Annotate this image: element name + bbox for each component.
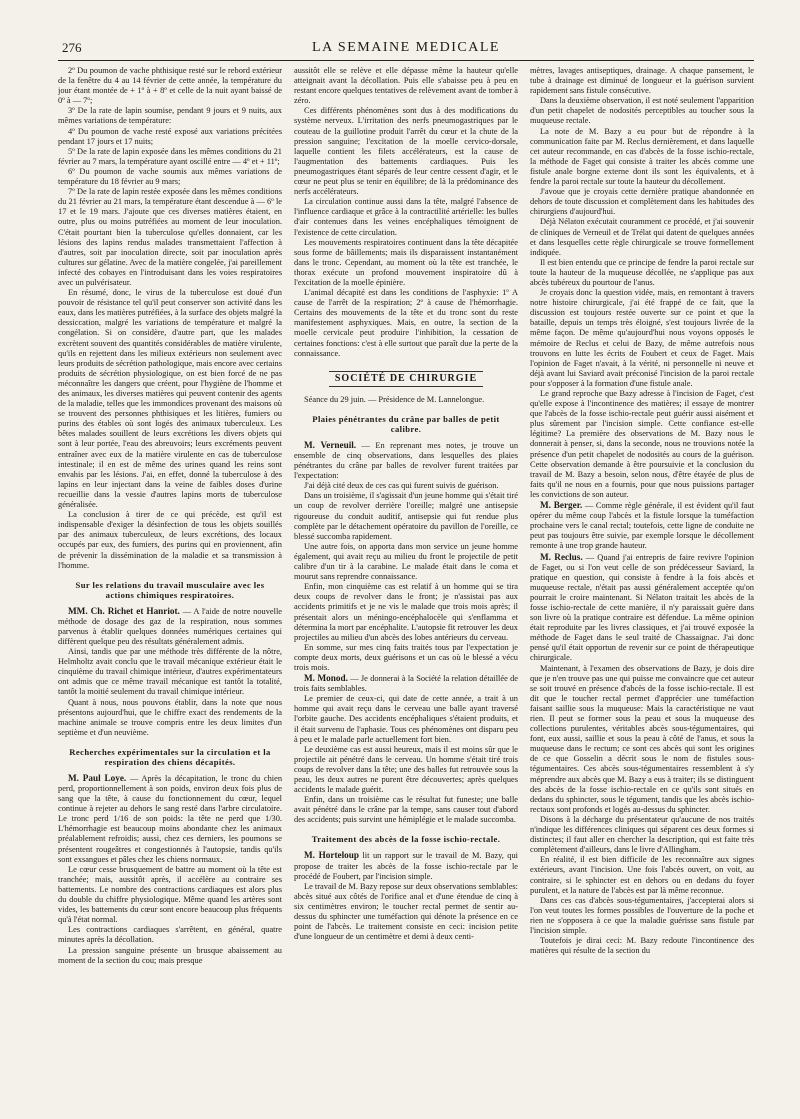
speaker-name: M. Berger. bbox=[540, 500, 583, 511]
paragraph-text: — A l'aide de notre nouvelle méthode de dosage des gaz de la respiration, nous sommes parvenus à établir quelques données numériques certaines qui diffèrent quelque peu des résultats généralement admis. bbox=[58, 606, 282, 646]
paragraph: Quant à nous, nous pouvons établir, dans la note que nous présentons aujourd'hui, que le chiffre exact des rendements de la machine animale se trouve compris entre les deux limites d'un septième et d'un neuvième. bbox=[58, 697, 282, 737]
paragraph: Le grand reproche que Bazy adresse à l'incision de Faget, c'est qu'elle expose à l'incontinence des matières; il essaye de montrer que l'abcès de la fosse ischio-rectale peut guérir aussi aisément et plus sûrement par l'incision simple. Cette confiance est-elle légitime? La première des observations de M. Bazy nous le donnerait à penser, si, dans la seconde, nous ne trouvions notée la présence d'un petit chapelet de nodosités au cours de la guérison. Cette observation demande à être poursuivie et la conclusion du travail de M. Bazy a besoin, selon nous, d'être étayée de plus de faits qu'il ne nous en a fournis, pour que nous puissions partager les convictions de son auteur. bbox=[530, 389, 754, 499]
paragraph: Il est bien entendu que ce principe de fendre la paroi rectale sur toute la hauteur de la muqueuse décollée, ne s'applique pas aux abcès tubéreux du pourtour de l'anus. bbox=[530, 257, 754, 287]
paragraph: Dans un troisième, il s'agissait d'un jeune homme qui s'était tiré un coup de revolver derrière l'oreille; malgré une antisepsie rigoureuse du conduit auditif, antisepsie qui fut rendue plus complète par le détachement opératoire du pavillon de l'oreille, ce blessé succomba rapidement. bbox=[294, 491, 518, 541]
paragraph: 2º Du poumon de vache phthisique resté sur le rebord extérieur de la fenêtre du 4 au 14 février de cette année, la température du jour étant montée de + 1º à + 8º et celle de la nuit ayant baissé de 0º à — 7º; bbox=[58, 66, 282, 106]
journal-title: LA SEMAINE MEDICALE bbox=[312, 40, 500, 55]
paragraph-text: lit un rapport sur le travail de M. Bazy, qui propose de traiter les abcès de la fosse ischio-rectale par le procédé de Foubert, par l'incision simple. bbox=[294, 851, 518, 881]
running-header bbox=[58, 40, 754, 58]
section-heading bbox=[294, 371, 518, 387]
paragraph: J'avoue que je croyais cette dernière pratique abandonnée en dehors de toute discussion et complètement dans les habitudes des chirurgiens d'aujourd'hui. bbox=[530, 187, 754, 217]
paragraph: 7º De la rate de lapin restée exposée dans les mêmes conditions du 21 février au 21 mars, la température étant descendue à — 6º le 17 et le 19 mars. J'ajoute que ces diverses matières étaient, en outre, plus ou moins putréfiées au moment de leur inoculation. C'était pourtant bien la tuberculose qu'elles donnaient, car les lésions des lapins rendus malades transmettaient l'affection à d'autres, soit par inoculation directe, soit par inoculation après cultures sur gélatine. Avec de la matière congelée, j'ai pareillement infecté des cobayes en l'introduisant dans les voies respiratoires avec un pulvérisateur. bbox=[58, 187, 282, 287]
session-info: Séance du 29 juin. — Présidence de M. Lannelongue. bbox=[304, 394, 485, 404]
paragraph: Maintenant, à l'examen des observations de Bazy, je dois dire que je n'en trouve pas une qui puisse me convaincre que cet auteur se soit trouvé en présence d'abcès de la fosse ischio-rectale. Il est dit que le toucher rectal permet d'apprécier une tuméfaction faisant saillie sous la muqueuse: Mais la caractéristique ne vaut rien. Il peut se former sous la peau et sous la muqueuse des collections purulentes, véritables abcès sous-tégumentaires, qui font, eux aussi, saillie et sous la peau à côté de l'anus, et sous la muqueuse dans le rectum; ce sont ces abcès qui sont les origines de ce que Gosselin a décrit sous le nom de fistules sous-tégumentaires. Ces abcès sous-tégumentaires ressemblent à s'y méprendre aux abcès que M. Bazy a eus à traiter; ils se distinguent des abcès de la fosse ischio-rectale en ce qu'ils sont situés en dedans du sphincter, sous le tégument, tandis que les abcès ischio-rectaux sont profonds et logés au-dessus du sphincter. bbox=[530, 663, 754, 814]
speaker-name: MM. Ch. Richet et Hanriot. bbox=[68, 605, 180, 616]
column-right bbox=[530, 66, 754, 1111]
paragraph: Toutefois je dirai ceci: M. Bazy redoute l'incontinence des matières qui résulte de la section du bbox=[530, 936, 754, 956]
paragraph bbox=[58, 773, 282, 865]
paragraph: En somme, sur mes cinq faits traités tous par l'expectation je compte deux morts, deux guérisons et un cas où le blessé a vécu trois mois. bbox=[294, 642, 518, 672]
paragraph: Dans ces cas d'abcès sous-tégumentaires, j'accepterai alors si l'on veut toutes les formes possibles de l'ouverture de la poche et rien ne s'opposera à ce que la maladie guérisse sans fistule par l'incision simple. bbox=[530, 895, 754, 935]
section-title: SOCIÉTÉ DE CHIRURGIE bbox=[329, 371, 483, 387]
paragraph: 3º De la rate de lapin soumise, pendant 9 jours et 9 nuits, aux mêmes variations de température: bbox=[58, 106, 282, 126]
paragraph: La conclusion à tirer de ce qui précède, est qu'il est indispensable d'exiger la désinfection de tous les objets souillés par des animaux tuberculeux, de leurs excrétions, des locaux occupés par eux, des fumiers, des purins qui en proviennent, afin de prévenir la dissémination de la maladie et sa transmission à l'homme. bbox=[58, 510, 282, 570]
paragraph-text: — Je donnerai à la Société la relation détaillée de trois faits semblables. bbox=[294, 674, 518, 694]
paragraph bbox=[294, 440, 518, 481]
speaker-name: M. Monod. bbox=[304, 673, 348, 684]
paragraph: Les contractions cardiaques s'arrêtent, en général, quatre minutes après la décollation. bbox=[58, 925, 282, 945]
speaker-name: M. Verneuil. bbox=[304, 439, 357, 450]
paragraph: Les mouvements respiratoires continuent dans la tête décapitée sous forme de bâillements; mais ils disparaissent instantanément dans le tronc. Cependant, au moment où la tête est tranchée, le thorax exécute un profond mouvement inspiratoire dû à l'excitation de la moelle épinière. bbox=[294, 237, 518, 287]
paragraph: Ainsi, tandis que par une méthode très différente de la nôtre, Helmholtz avait conclu que le travail mécanique extérieur était le cinquième du travail chimique intérieur, d'autres expérimentateurs ont admis que ce même travail mécanique est tantôt la totalité, tantôt la moitié seulement du travail chimique intérieur. bbox=[58, 647, 282, 697]
paragraph: L'animal décapité est dans les conditions de l'asphyxie: 1º A cause de l'arrêt de la respiration; 2º à cause de l'hémorrhagie. Certains des mouvements de la tête et du tronc sont du reste manifestement asphyxiques. Mais, en outre, la section de la moelle cervicale peut produire l'inhibition, la cessation de certaines fonctions: c'est à elle surtout que paraît due la perte de la connaissance. bbox=[294, 288, 518, 358]
paragraph: 4º Du poumon de vache resté exposé aux variations précitées pendant 17 jours et 17 nuits; bbox=[58, 126, 282, 146]
paragraph: Ces différents phénomènes sont dus à des modifications du système nerveux. L'irritation des nerfs pneumogastriques par le couteau de la guillotine produit l'arrêt du cœur et la chute de la pression sanguine; l'excitation de la moelle cervico-dorsale, laquelle contient les filets accélérateurs, est la cause de l'augmentation des battements cardiaques. Puis les pneumogastriques étant séparés de leur centre cessent d'agir, et le cœur ne peut plus se tenir en équilibre; de là la prédominance des nerfs accélérateurs. bbox=[294, 106, 518, 197]
paragraph: Le premier de ceux-ci, qui date de cette année, a trait à un homme qui avait reçu dans le cerveau une balle ayant traversé l'orbite gauche. Des accidents encéphaliques s'étaient produits, et il était survenu de l'aphasie. Tous ces phénomènes ont disparu peu à peu et le malade parle actuellement fort bien. bbox=[294, 694, 518, 744]
paragraph bbox=[294, 850, 518, 881]
paragraph: En réalité, il est bien difficile de les reconnaître aux signes extérieurs, avant l'incision. Une fois l'abcès ouvert, on voit, au contraire, si le sphincter est en dehors ou en dedans du foyer purulent, et la nature de l'abcès est par là même reconnue. bbox=[530, 855, 754, 895]
paragraph: Le travail de M. Bazy repose sur deux observations semblables: abcès situé aux côtés de l'orifice anal et d'une étendue de cinq à six centimètres environ; le toucher rectal permet de sentir au-dessus du sphincter une tuméfaction qui dénote la présence en ce point de l'abcès. Le traitement consiste en ceci: incision petite d'une longueur de un centimètre et demi à deux centi- bbox=[294, 881, 518, 942]
page-number: 276 bbox=[62, 40, 82, 55]
paragraph: 5º De la rate de lapin exposée dans les mêmes conditions du 21 février au 7 mars, la température ayant oscillé entre — 4º et + 11º; bbox=[58, 146, 282, 166]
column-middle bbox=[294, 66, 518, 1111]
paragraph-text: — Comme règle générale, il est évident qu'il faut opérer du même coup l'abcès et la fistule lorsque la tuméfaction prochaine vers le canal rectal; toutefois, cette ligne de conduite ne peut pas toujours être suivie, par exemple lorsque le décollement remonte à une trop grande hauteur. bbox=[530, 501, 754, 551]
paragraph: La note de M. Bazy a eu pour but de répondre à la communication faite par M. Reclus dernièrement, et dans laquelle cet auteur recommande, en cas d'abcès de la fosse ischio-rectale, la méthode de Faget qui consiste à traiter les abcès comme une fistule anale borgne externe dont ils sont les équivalents, et à fendre la paroi rectale sur toute la hauteur du décollement. bbox=[530, 126, 754, 187]
text-columns bbox=[58, 66, 754, 1111]
paragraph: Le cœur cesse brusquement de battre au moment où la tête est tranchée; mais, aussitôt après, il accélère au contraire ses battements. Le nombre des contractions cardiaques est alors plus du double du chiffre physiologique. Même quand les artères sont vides, les battements du cœur sont encore beaucoup plus fréquents qu'à l'état normal. bbox=[58, 864, 282, 925]
column-left bbox=[58, 66, 282, 1111]
paragraph: En résumé, donc, le virus de la tuberculose est doué d'un pouvoir de résistance tel qu'il peut conserver son activité dans les eaux, dans les matières putréfiées, à la surface des objets malgré la dessiccation, malgré les variations de température et malgré la congélation. Si on considère, d'autre part, que les malades excrètent souvent des quantités considérables de matière virulente, qu'ils en rejettent dans les milieux extérieurs non seulement avec leurs produits de sécrétion pathologique, mais encore avec certains produits de sécrétion physiologique, on est bien forcé de ne pas méconnaître les dangers que créent, pour l'hygiène de l'homme et des animaux, les diverses matières qui peuvent contenir des agents de la maladie, telles que les immondices provenant des maisons où se trouvent des personnes phthisiques et les litières, fumiers ou purins des étables où sont logés des animaux tuberculeux. Les bêtes malades souillent de leurs excrétions les divers objets qui sont à leur portée, l'eau des abreuvoirs; leurs excréments peuvent entraîner avec eux de la matière virulente en cas de tuberculose intestinale; il en est de même des urines quand les reins sont envahis par les lésions. J'ai, en effet, donné la tuberculose à des lapins en leur injectant dans la veine de faibles doses d'urine recueillie dans la vessie d'autres lapins morts de tuberculose généralisée. bbox=[58, 288, 282, 510]
paragraph-text: — Quand j'ai entrepris de faire revivre l'opinion de Faget, ou si l'on veut celle de son prédécesseur Saviard, la pratique en question, qui consiste à fendre à la fois abcès et muqueuse rectale, n'était pas aussi généralement acceptée qu'on pourrait le croire maintenant. Si Nélaton traitait les abcès de la fosse ischio-rectale de cette manière, il n'y paraissait guère dans son livre où la pratique contraire est défendue. La même opinion était reproduite par les livres classiques, et j'ai trouvé exposée la méthode de Faget dans le seul traité de Chassaignac. J'ai donc pensé qu'il était opportun de revenir sur ce point de thérapeutique chirurgicale. bbox=[530, 552, 754, 663]
paragraph: Une autre fois, on apporta dans mon service un jeune homme également, qui avait reçu au milieu du front le projectile de petit calibre d'un tir à la carabine. Le malade était dans le coma et mourut sans reprendre connaissance. bbox=[294, 541, 518, 582]
paragraph: mètres, lavages antiseptiques, drainage. A chaque pansement, le tube à drainage est diminué de longueur et la guérison survient rapidement sans fistule consécutive. bbox=[530, 66, 754, 96]
paragraph: Enfin, mon cinquième cas est relatif à un homme qui se tira deux coups de revolver dans le front; je n'assistai pas aux accidents primitifs et je ne vis le malade que trois mois après; il présentait alors un méningo-encéphalocèle qui s'enflamma et détermina la mort par encéphalite. L'autopsie fit retrouver les deux projectiles au milieu d'un abcès des lobes antérieurs du cerveau. bbox=[294, 582, 518, 642]
paragraph: Le deuxième cas est aussi heureux, mais il est moins sûr que le projectile ait pénétré dans le cerveau. Un homme s'était tiré trois coups de revolver dans la tête; une des balles fut retrouvée sous la peau, les deux autres ne purent être découvertes; après quelques accidents le malade guérit. bbox=[294, 744, 518, 795]
paragraph: Disons à la décharge du présentateur qu'aucune de nos traités n'indique les différences cliniques qui séparent ces deux formes si distinctes; il faut aller en chercher la description, qui est faite très complètement d'ailleurs, dans le livre d'Allingham. bbox=[530, 814, 754, 855]
header-rule bbox=[58, 60, 754, 61]
paragraph bbox=[530, 552, 754, 664]
article-heading: Recherches expérimentales sur la circulation et la respiration des chiens décapités. bbox=[69, 746, 271, 767]
paragraph-text: — En reprenant mes notes, je trouve un ensemble de cinq observations, dans lesquelles des plaies pénétrantes du crâne par balles de revolver furent traitées par l'expectation: bbox=[294, 440, 518, 481]
paragraph: Je croyais donc la question vidée, mais, en remontant à travers notre histoire chirurgicale, j'ai été frappé de ce fait, que la discussion est toujours restée ouverte sur ce point et que la bataille, depuis un temps très éloigné, s'est toujours livrée de la même façon. De même qu'aujourd'hui nous voyons opposés le mémoire de Reclus et celui de Bazy, de même autrefois nous trouvons en lutte les écrits de Foubert et ceux de Faget. Mais l'opinion de Faget n'avait, à la vérité, ni personnelle ni neuve et déjà avant lui Saviard avait préconisé l'incision de la paroi rectale pour s'opposer à la formation d'une fistule anale. bbox=[530, 288, 754, 388]
paragraph: Enfin, dans un troisième cas le résultat fut funeste; une balle avait pénétré dans le crâne par la tempe, sans causer tout d'abord des accidents; puis survint une hémiplégie et le malade succomba. bbox=[294, 795, 518, 825]
paragraph: La circulation continue aussi dans la tête, malgré l'absence de l'influence cardiaque et grâce à la contractilité artérielle: les bulles d'air contenues dans les veines encéphaliques témoignent de l'existence de cette circulation. bbox=[294, 197, 518, 237]
paragraph: aussitôt elle se relève et elle dépasse même la hauteur qu'elle atteignait avant la décollation. Puis elle s'abaisse peu à peu en restant encore quelques tentatives de relèvement avant de tomber à zéro. bbox=[294, 66, 518, 106]
speaker-name: M. Paul Loye. bbox=[68, 772, 127, 783]
article-heading: Plaies pénétrantes du crâne par balles de petit calibre. bbox=[312, 413, 500, 434]
article-heading: Traitement des abcès de la fosse ischio-rectale. bbox=[311, 834, 501, 845]
paragraph: 6º Du poumon de vache soumis aux mêmes variations de température du 18 février au 9 mars; bbox=[58, 166, 282, 187]
paragraph: La pression sanguine présente un brusque abaissement au moment de la section du cou; mais presque bbox=[58, 945, 282, 965]
paragraph: J'ai déjà cité deux de ces cas qui furent suivis de guérison. bbox=[304, 481, 499, 491]
paragraph: Dans la deuxième observation, il est noté seulement l'apparition d'un petit chapelet de nodosités perceptibles au toucher sous la muqueuse rectale. bbox=[530, 96, 754, 126]
paragraph-text: — Après la décapitation, le tronc du chien perd, proportionnellement à son poids, environ deux fois plus de sang que la tête, à cause du fonctionnement du cœur, lequel continue à rejeter au dehors le sang resté dans l'arbre circulatoire. Le tronc perd 1/16 de son poids: la tête ne perd que 1/30. L'hémorrhagie est beaucoup moins abondante chez les animaux préalablement refroidis; aussi, chez ces derniers, les poumons se présentent rougeâtres et congestionnés à l'autopsie, tandis qu'ils sont exsangues et pâles chez les chiens normaux. bbox=[58, 773, 282, 864]
article-heading: Sur les relations du travail musculaire avec les actions chimiques respiratoires. bbox=[75, 579, 265, 600]
speaker-name: M. Reclus. bbox=[540, 551, 583, 562]
paragraph bbox=[294, 673, 518, 694]
paragraph bbox=[530, 500, 754, 551]
paragraph bbox=[58, 606, 282, 647]
paragraph: Déjà Nélaton exécutait couramment ce procédé, et j'ai souvenir de cliniques de Verneuil et de Trélat qui datent de quelques années et dans lesquelles cette règle chirurgicale se trouve formellement indiquée. bbox=[530, 217, 754, 257]
speaker-name: M. Horteloup bbox=[304, 850, 359, 861]
